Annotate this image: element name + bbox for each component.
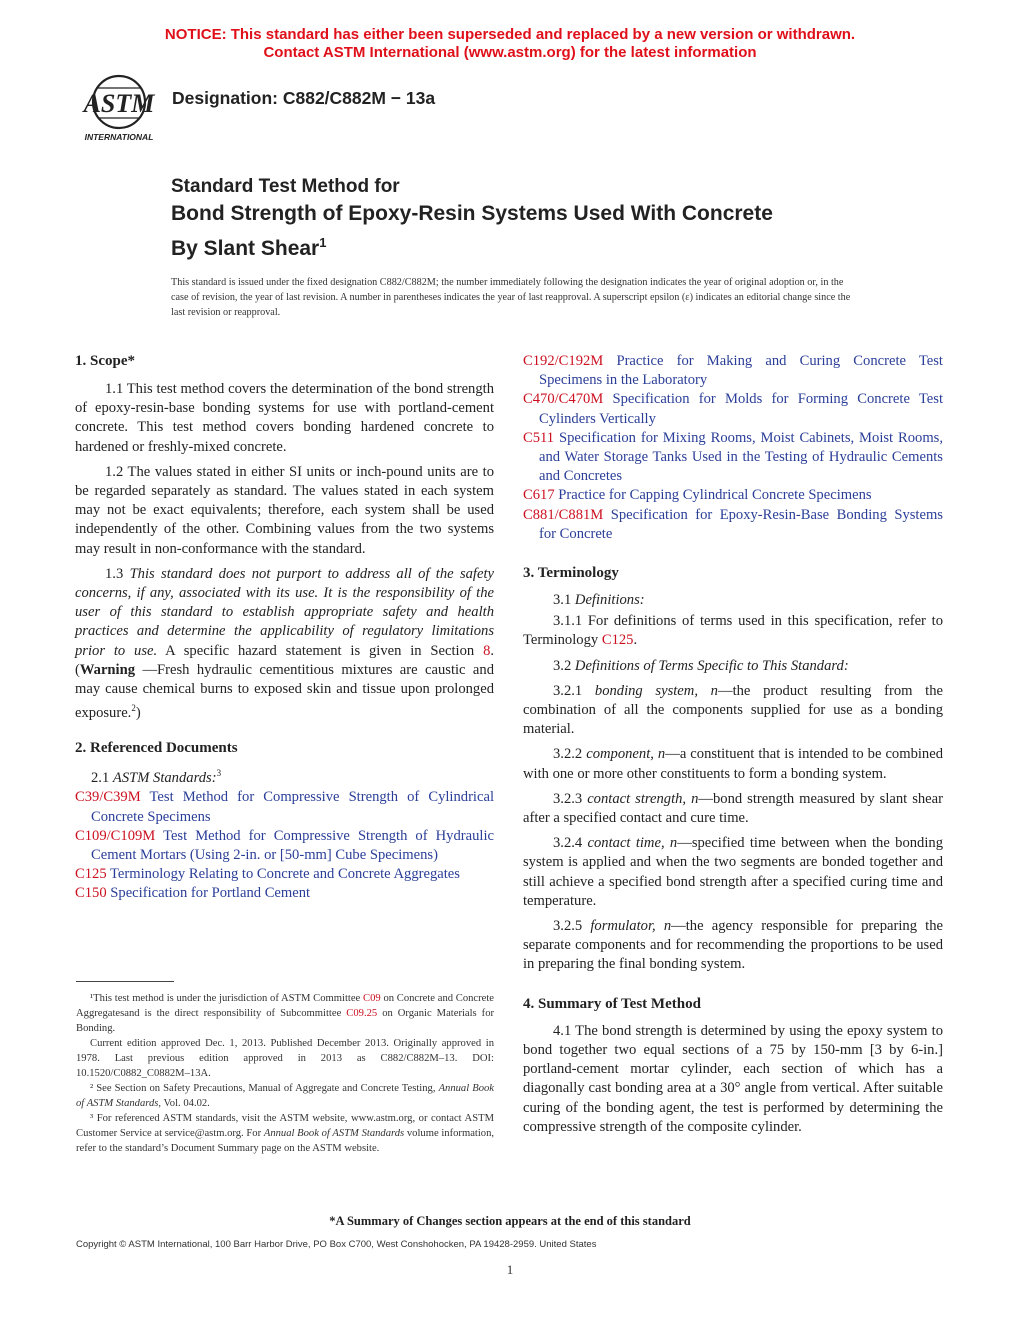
scope-1-2: 1.2 The values stated in either SI units or inch-pound units are to be regarded separately as standard. The values stated in each system may not be exact equivalents; therefore, each system shall be used independently of the other. Combining values from the two systems may result in non-conformance with the standard. bbox=[75, 463, 494, 557]
section-8-link[interactable]: 8 bbox=[483, 642, 491, 659]
notice-line-2: Contact ASTM International (www.astm.org) for the latest information bbox=[263, 44, 757, 61]
subcommittee-link[interactable]: C09.25 bbox=[346, 1008, 378, 1019]
designation: Designation: C882/C882M − 13a bbox=[172, 88, 436, 108]
ref-item[interactable]: C150 Specification for Portland Cement bbox=[75, 885, 311, 902]
title-line-1: Standard Test Method for bbox=[171, 176, 400, 197]
term-3-2-5: 3.2.5 formulator, n—the agency responsible for preparing the separate components and for recommending the proportions to be used in preparing the final bonding system. bbox=[523, 918, 943, 973]
logo-letters: ASTM bbox=[83, 89, 155, 118]
ref-item[interactable]: C881/C881M Specification for Epoxy-Resin-Base Bonding Systems for Concrete bbox=[523, 506, 943, 542]
ref-item[interactable]: C617 Practice for Capping Cylindrical Concrete Specimens bbox=[523, 487, 872, 504]
term-3-2-2: 3.2.2 component, n—a constituent that is intended to be combined with one or more other constituents to form a bonding system. bbox=[523, 746, 943, 782]
footnote-1-edition: Current edition approved Dec. 1, 2013. Published December 2013. Originally approved in 1978. Last previous edition approved in 2013 as C882/C882M–13. DOI: 10.1520/C0882_C0882M–13A. bbox=[76, 1038, 494, 1079]
withdrawal-notice bbox=[0, 26, 1020, 62]
footnote-2: ² See Section on Safety Precautions, Manual of Aggregate and Concrete Testing, Annual Book of ASTM Standards, Vol. 04.02. bbox=[76, 1083, 494, 1109]
referenced-docs-heading: 2. Referenced Documents bbox=[75, 740, 238, 757]
footnote-divider bbox=[76, 981, 174, 982]
summary-4-1: 4.1 The bond strength is determined by using the epoxy system to bond together two equal sections of a 75 by 150-mm [3 by 6-in.] portland-cement mortar cylinder, each section of which has a diagonally cast bonding area at a 30° angle from vertical. After suitable curing of the bonding agent, the test is performed by determining the compressive strength of the composite cylinder. bbox=[523, 1022, 943, 1135]
issuance-statement: This standard is issued under the fixed designation C882/C882M; the number immediately following the designation indicates the year of original adoption or, in the case of revision, the year of last revision. A number in parentheses indicates the year of last reapproval. A superscript epsilon (ε) indicates an editorial change since the last revision or reapproval. bbox=[171, 277, 851, 318]
c125-link[interactable]: C125 bbox=[601, 632, 634, 649]
footnotes bbox=[76, 991, 494, 1156]
title-footnote-mark: 1 bbox=[319, 235, 327, 250]
scope-heading: 1. Scope* bbox=[75, 353, 135, 369]
left-column bbox=[75, 352, 494, 904]
term-3-2-4: 3.2.4 contact time, n—specified time between when the bonding system is applied and when the two segments are bonded together and still achieve a specified bond strength after a specified curing time and temperature. bbox=[523, 835, 944, 909]
right-column bbox=[523, 352, 943, 1143]
title-line-2: Bond Strength of Epoxy-Resin Systems Used With Concrete bbox=[171, 202, 773, 225]
astm-standards-label: 2.1 ASTM Standards:$^3$ bbox=[91, 768, 222, 787]
term-3-2-1: 3.2.1 bonding system, n—the product resulting from the combination of all the components supplied for use as a bonding material. bbox=[523, 682, 943, 738]
term-3-1-1: 3.1.1 For definitions of terms used in this specification, refer to Terminology C125. bbox=[523, 613, 943, 649]
copyright: Copyright © ASTM International, 100 Barr Harbor Drive, PO Box C700, West Conshohocken, PA 19428-2959. United States bbox=[76, 1239, 597, 1250]
ref-item[interactable]: C511 Specification for Mixing Rooms, Moist Cabinets, Moist Rooms, and Water Storage Tanks Used in the Testing of Hydraulic Cements and Concretes bbox=[523, 429, 943, 485]
logo-subtitle: INTERNATIONAL bbox=[84, 132, 154, 142]
ref-item[interactable]: C39/C39M Test Method for Compressive Strength of Cylindrical Concrete Specimens bbox=[75, 789, 494, 825]
scope-1-1: 1.1 This test method covers the determination of the bond strength of epoxy-resin-base bonding systems for use with portland-cement concrete. This test method covers bonding hardened concrete to hardened or freshly-mixed concrete. bbox=[75, 381, 494, 455]
notice-line-1: NOTICE: This standard has either been superseded and replaced by a new version or withdrawn. bbox=[164, 26, 856, 43]
page-number: 1 bbox=[506, 1262, 514, 1277]
summary-method-heading: 4. Summary of Test Method bbox=[523, 995, 701, 1012]
title-line-3: By Slant Shear bbox=[171, 237, 320, 260]
astm-logo bbox=[76, 74, 162, 146]
ref-item[interactable]: C125 Terminology Relating to Concrete and Concrete Aggregates bbox=[75, 866, 460, 883]
footnote-3: ³ For referenced ASTM standards, visit the ASTM website, www.astm.org, or contact ASTM Customer Service at service@astm.org. For Annual Book of ASTM Standards volume information, refer to the standard’s Document Summary page on the ASTM website. bbox=[76, 1113, 495, 1154]
committee-c09-link[interactable]: C09 bbox=[363, 993, 381, 1004]
ref-item[interactable]: C109/C109M Test Method for Compressive Strength of Hydraulic Cement Mortars (Using 2-in. or [50-mm] Cube Specimens) bbox=[75, 827, 494, 863]
footnote-1: ¹This test method is under the jurisdiction of ASTM Committee C09 on Concrete and Concrete Aggregatesand is the direct responsibility of Subcommittee C09.25 on Organic Materials for Bonding. bbox=[76, 993, 495, 1034]
terminology-heading: 3. Terminology bbox=[523, 565, 619, 582]
specific-definitions-label: 3.2 Definitions of Terms Specific to This Standard: bbox=[553, 657, 849, 674]
term-3-2-3: 3.2.3 contact strength, n—bond strength measured by slant shear after a specified contact and cure time. bbox=[523, 790, 943, 827]
ref-item[interactable]: C192/C192M Practice for Making and Curing Concrete Test Specimens in the Laboratory bbox=[523, 353, 943, 389]
document-title bbox=[171, 175, 773, 263]
definitions-label: 3.1 Definitions: bbox=[553, 592, 645, 609]
summary-of-changes-note: *A Summary of Changes section appears at the end of this standard bbox=[329, 1214, 691, 1228]
ref-item[interactable]: C470/C470M Specification for Molds for Forming Concrete Test Cylinders Vertically bbox=[523, 391, 943, 427]
scope-1-3: 1.3 This standard does not purport to address all of the safety concerns, if any, associated with its use. It is the responsibility of the user of this standard to establish appropriate safety and health practices and determine the applicability of regulatory limitations prior to use. A specific hazard statement is given in Section 8.(Warning —Fresh hydraulic cementitious mixtures are caustic and may cause chemical burns to exposed skin and tissue upon prolonged exposure.$^2$) bbox=[75, 565, 495, 722]
